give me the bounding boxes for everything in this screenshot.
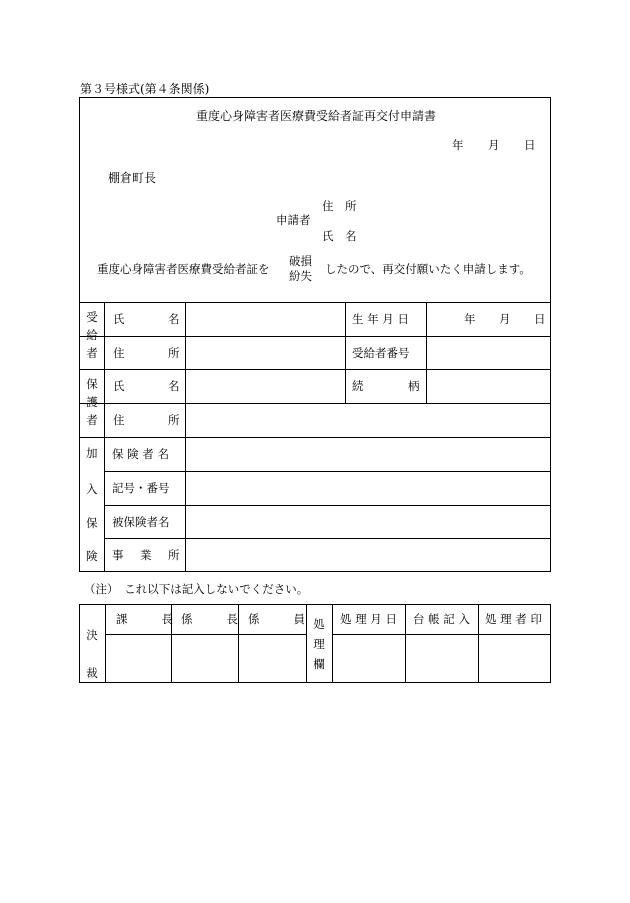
table-rule bbox=[104, 302, 105, 572]
decision-label: 決裁 bbox=[86, 628, 98, 680]
recipient-number-field[interactable] bbox=[427, 337, 550, 369]
process-date-label: 処 理 月 日 bbox=[340, 612, 397, 626]
relation-label-2: 柄 bbox=[408, 379, 420, 393]
chief-label: 課 長 bbox=[116, 612, 177, 626]
office-use-note: （注） これ以下は記入しないでください。 bbox=[84, 582, 309, 596]
birth-year-label: 年 bbox=[464, 312, 476, 326]
date-year-label: 年 bbox=[452, 138, 464, 152]
date-day-label: 日 bbox=[524, 138, 536, 152]
insurance-section-char-3: 保 bbox=[86, 516, 98, 530]
recipient-name-label-1: 氏 bbox=[113, 312, 125, 326]
insurance-section-char-4: 険 bbox=[86, 549, 98, 563]
guardian-name-label-2: 名 bbox=[168, 379, 180, 393]
form-title: 重度心身障害者医療費受給者証再交付申請書 bbox=[196, 109, 437, 123]
guardian-address-field[interactable] bbox=[186, 404, 550, 437]
guardian-section-label: 保護者 bbox=[86, 377, 98, 427]
option-lost: 紛失 bbox=[289, 269, 312, 283]
statement-prefix: 重度心身障害者医療費受給者証を bbox=[97, 262, 270, 276]
date-month-label: 月 bbox=[488, 138, 500, 152]
applicant-name-label: 氏 名 bbox=[322, 229, 357, 243]
processor-seal-field[interactable] bbox=[479, 635, 550, 682]
applicant-label: 申請者 bbox=[276, 213, 311, 227]
office-field[interactable] bbox=[186, 539, 550, 571]
recipient-number-label: 受給者番号 bbox=[352, 346, 410, 360]
processor-seal-label: 処 理 者 印 bbox=[485, 612, 542, 626]
recipient-address-label-2: 所 bbox=[168, 346, 180, 360]
insurance-section-char-2: 入 bbox=[86, 482, 98, 496]
office-label-3: 所 bbox=[168, 548, 180, 562]
section-chief-label: 係 長 bbox=[181, 612, 242, 626]
birth-day-label: 日 bbox=[534, 312, 546, 326]
section-chief-seal-field[interactable] bbox=[172, 635, 237, 682]
birth-month-label: 月 bbox=[499, 312, 511, 326]
staff-seal-field[interactable] bbox=[239, 635, 305, 682]
birthdate-field[interactable] bbox=[427, 303, 550, 336]
symbol-number-field[interactable] bbox=[186, 472, 550, 505]
guardian-address-label-1: 住 bbox=[113, 413, 125, 427]
birthdate-label: 生 年 月 日 bbox=[352, 312, 409, 326]
insurer-name-field[interactable] bbox=[186, 438, 550, 471]
insurance-section-char-1: 加 bbox=[86, 446, 98, 460]
staff-label: 係 員 bbox=[248, 612, 309, 626]
symbol-number-label: 記号・番号 bbox=[112, 481, 170, 495]
recipient-name-field[interactable] bbox=[186, 303, 344, 336]
office-label-1: 事 bbox=[112, 548, 124, 562]
ledger-entry-label: 台 帳 記 入 bbox=[413, 612, 470, 626]
insured-person-label: 被保険者名 bbox=[112, 515, 170, 529]
guardian-name-label-1: 氏 bbox=[113, 379, 125, 393]
office-label-2: 業 bbox=[140, 548, 152, 562]
option-damaged: 破損 bbox=[289, 254, 312, 268]
ledger-entry-field[interactable] bbox=[406, 635, 477, 682]
relation-field[interactable] bbox=[427, 370, 550, 403]
process-column-label: 処理欄 bbox=[313, 617, 325, 672]
relation-label-1: 続 bbox=[352, 379, 364, 393]
chief-seal-field[interactable] bbox=[106, 635, 170, 682]
form-number: 第３号様式(第４条関係) bbox=[80, 82, 210, 96]
applicant-address-label: 住 所 bbox=[322, 199, 357, 213]
statement-suffix: したので、再交付願いたく申請します。 bbox=[325, 262, 531, 276]
guardian-name-field[interactable] bbox=[186, 370, 344, 403]
recipient-section-label: 受給者 bbox=[86, 310, 98, 360]
process-date-field[interactable] bbox=[333, 635, 404, 682]
recipient-address-field[interactable] bbox=[186, 337, 344, 369]
addressee: 棚倉町長 bbox=[108, 171, 157, 185]
insurer-name-label: 保 険 者 名 bbox=[112, 447, 169, 461]
insured-person-field[interactable] bbox=[186, 506, 550, 538]
recipient-name-label-2: 名 bbox=[168, 312, 180, 326]
guardian-address-label-2: 所 bbox=[168, 413, 180, 427]
table-rule bbox=[345, 302, 346, 403]
recipient-address-label-1: 住 bbox=[113, 346, 125, 360]
